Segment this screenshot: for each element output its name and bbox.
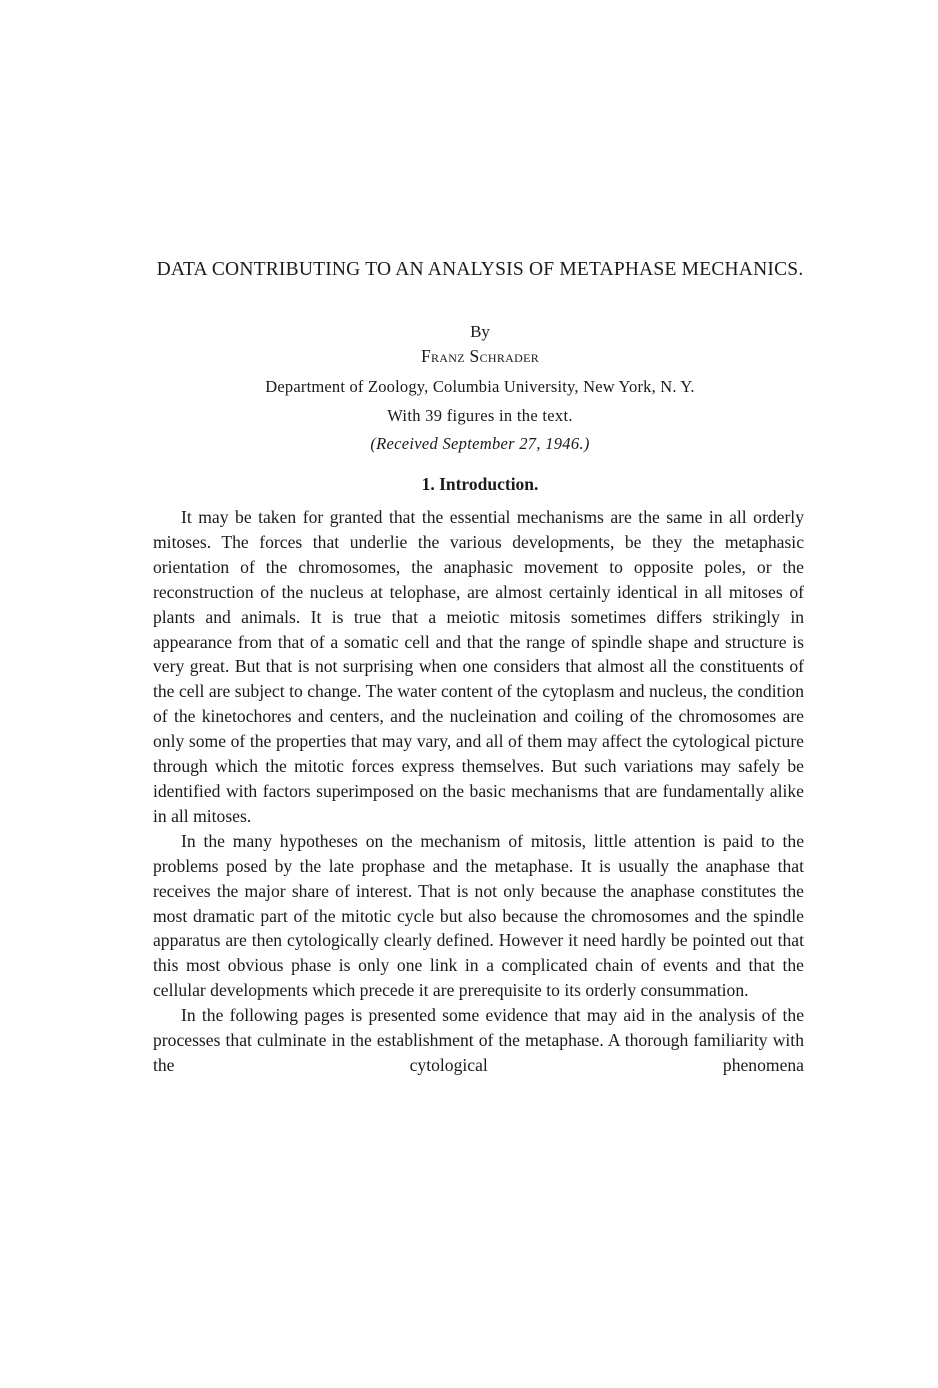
figures-note: With 39 figures in the text.	[387, 406, 573, 425]
paragraph: In the following pages is presented some evidence that may aid in the analysis of the processes that culminate in the establishment of the metaphase. A thorough familiarity with the cytological phenomena	[153, 1005, 804, 1075]
paragraph: In the many hypotheses on the mechanism of mitosis, little attention is paid to the problems posed by the late prophase and the metaphase. It is usually the anaphase that receives the major share of interest. That is not only because the anaphase constitutes the most dramatic part of the mitotic cycle but also because the chromosomes and the spindle apparatus are then cytologically clearly defined. However it need hardly be pointed out that this most obvious phase is only one link in a complicated chain of events and that the cellular developments which precede it are prerequisite to its orderly consummation.	[153, 830, 804, 1001]
body-text	[153, 505, 804, 1078]
received-date: (Received September 27, 1946.)	[370, 434, 590, 453]
author-affiliation: Department of Zoology, Columbia University, New York, N. Y.	[265, 377, 695, 396]
paragraph: It may be taken for granted that the essential mechanisms are the same in all orderly mitoses. The forces that underlie the various developments, be they the metaphasic orientation of the chromosomes, the anaphasic movement to opposite poles, or the reconstruction of the nucleus at telophase, are almost certainly identical in all mitoses of plants and animals. It is true that a meiotic mitosis sometimes differs strikingly in appearance from that of a somatic cell and that the range of spindle shape and structure is very great. But that is not surprising when one considers that almost all the constituents of the cell are subject to change. The water content of the cytoplasm and nucleus, the condition of the kinetochores and centers, and the nucleination and coiling of the chromosomes are only some of the properties that may vary, and all of them may affect the cytological picture through which the mitotic forces express themselves. But such variations may safely be identified with factors superimposed on the basic mechanisms that are fundamentally alike in all mitoses.	[153, 507, 804, 826]
byline: By	[470, 322, 490, 341]
paper-title: DATA CONTRIBUTING TO AN ANALYSIS OF METAPHASE MECHANICS.	[156, 259, 804, 280]
author-name: Franz Schrader	[420, 346, 540, 366]
section-heading: 1. Introduction.	[421, 474, 539, 494]
